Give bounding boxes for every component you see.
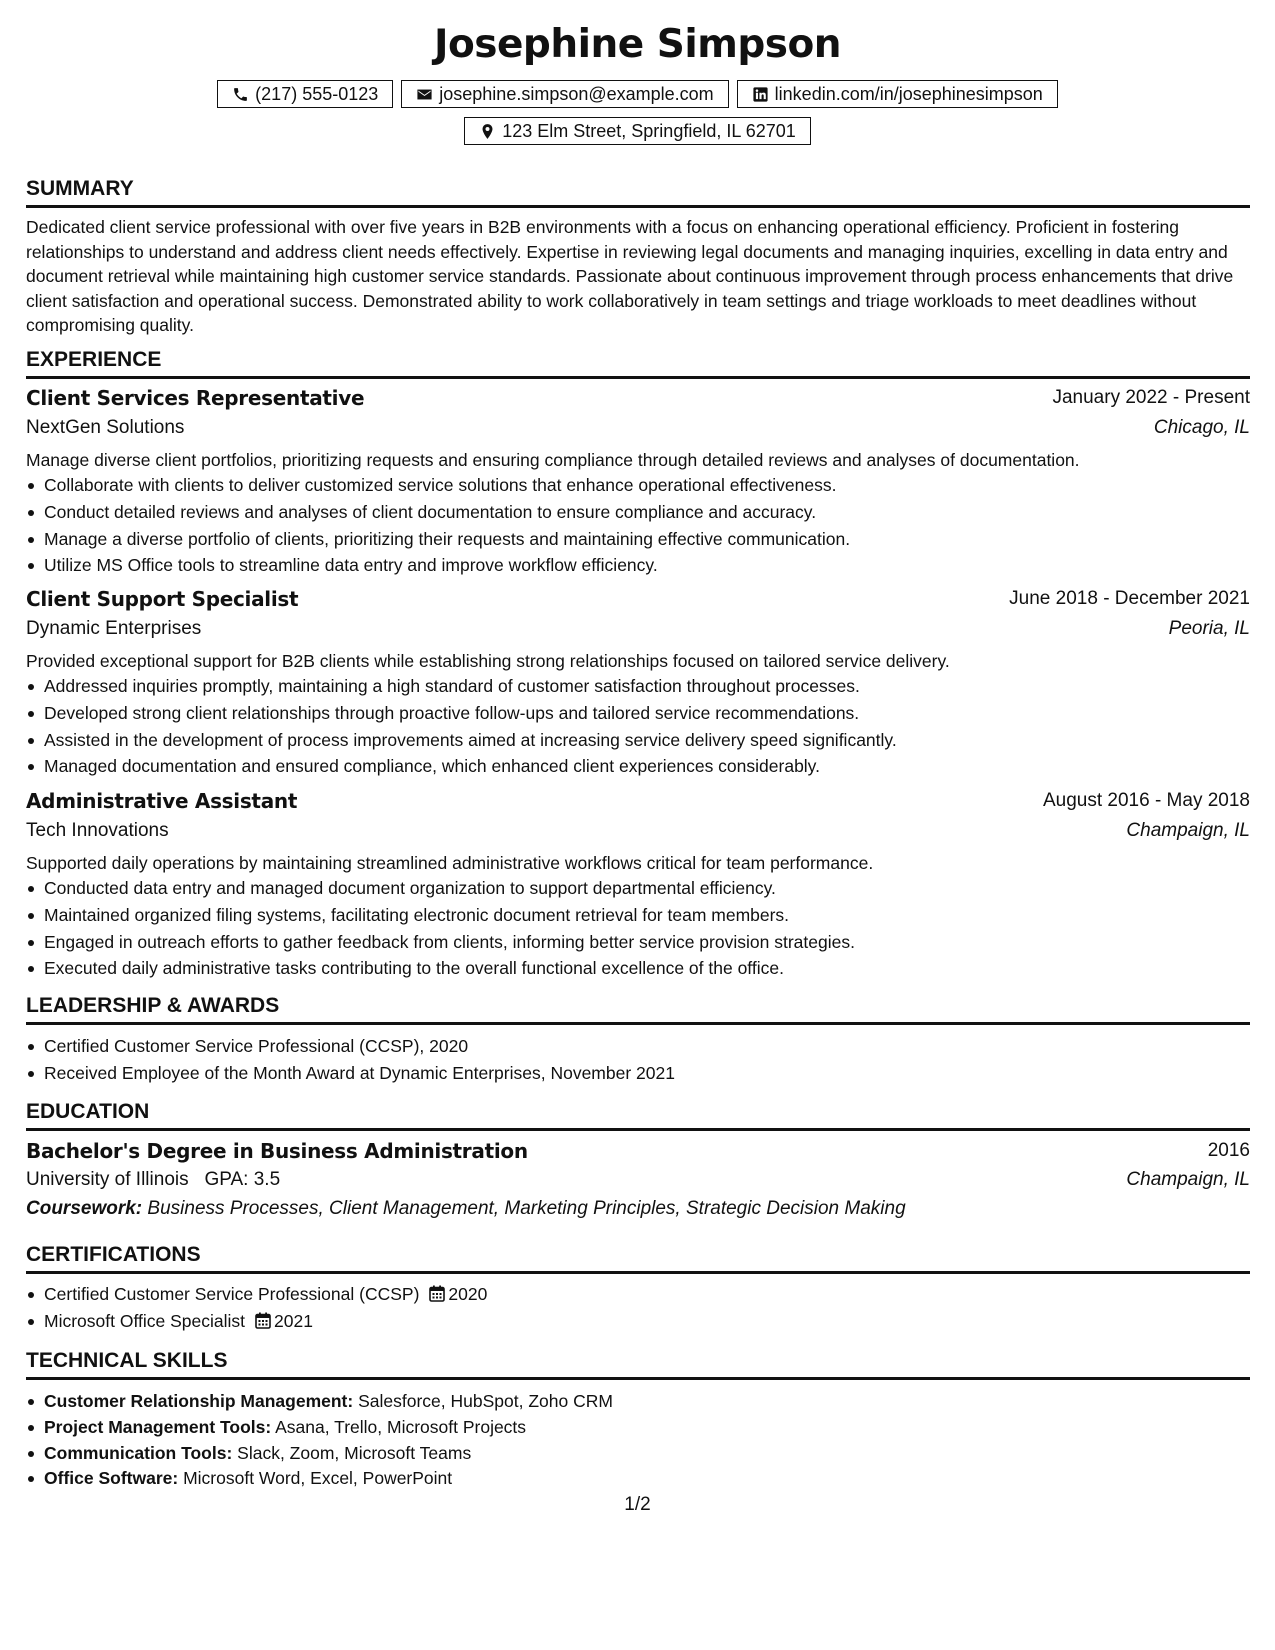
calendar-icon [429,1285,445,1302]
list-item [44,1440,1268,1467]
job-bullets [26,472,1268,579]
list-item: Engaged in outreach efforts to gather feedback from clients, informing better service provision strategies. [44,929,1268,956]
skill-value: Slack, Zoom, Microsoft Teams [237,1442,472,1463]
phone-text: (217) 555-0123 [255,83,379,104]
job-title: Client Support Specialist [26,587,299,611]
address-chip[interactable] [464,117,811,145]
list-item [44,1308,1268,1335]
job-description: Manage diverse client portfolios, prioritizing requests and ensuring compliance through detailed reviews and analyses of documentation. [26,450,1080,470]
job-location: Champaign, IL [1126,820,1250,841]
job-title: Client Services Representative [26,386,365,410]
list-item: Managed documentation and ensured compliance, which enhanced client experiences considerably. [44,753,1268,780]
education-heading: EDUCATION [26,1100,1250,1131]
address-text: 123 Elm Street, Springfield, IL 62701 [502,120,796,141]
job-description: Supported daily operations by maintaining streamlined administrative workflows critical for team performance. [26,853,874,873]
map-pin-icon [479,123,496,140]
job-title: Administrative Assistant [26,789,298,813]
list-item: Manage a diverse portfolio of clients, prioritizing their requests and maintaining effective communication. [44,526,1268,553]
address-row [0,117,1275,145]
school-name: University of Illinois [26,1169,189,1190]
email-text: josephine.simpson@example.com [439,83,714,104]
candidate-name: Josephine Simpson [433,22,842,67]
cert-name: Microsoft Office Specialist [44,1310,245,1331]
list-item: Collaborate with clients to deliver customized service solutions that enhance operational effectiveness. [44,472,1268,499]
email-chip[interactable] [401,80,728,108]
job-company: Tech Innovations [26,820,169,841]
list-item: Maintained organized filing systems, facilitating electronic document retrieval for team members. [44,902,1268,929]
coursework-label: Coursework: [26,1198,143,1219]
linkedin-icon [752,86,769,103]
envelope-icon [416,86,433,103]
job-date: August 2016 - May 2018 [1042,790,1250,811]
job-description: Provided exceptional support for B2B clients while establishing strong relationships focused on tailored service delivery. [26,651,950,671]
gpa: GPA: 3.5 [204,1169,281,1190]
cert-name: Certified Customer Service Professional (CCSP) [44,1284,420,1304]
phone-icon [232,86,249,103]
list-item: Executed daily administrative tasks contributing to the overall functional excellence of the office. [44,955,1268,982]
list-item: Conducted data entry and managed document organization to support departmental efficiency. [44,875,1268,902]
list-item: Assisted in the development of process improvements aimed at increasing service delivery speed significantly. [44,727,1268,754]
graduation-year: 2016 [1207,1140,1250,1161]
job-company: NextGen Solutions [26,417,185,438]
leadership-heading: LEADERSHIP & AWARDS [26,994,1250,1025]
leadership-list [26,1033,1268,1087]
job-bullets [26,875,1268,982]
calendar-icon [255,1312,271,1329]
list-item: Developed strong client relationships through proactive follow-ups and tailored service recommendations. [44,700,1268,727]
list-item: Addressed inquiries promptly, maintaining a high standard of customer satisfaction throughout processes. [44,673,1268,700]
school-line [26,1169,280,1191]
skill-label: Office Software: [44,1468,179,1489]
list-item [44,1414,1268,1441]
experience-heading: EXPERIENCE [26,348,1250,379]
page-number: 1/2 [624,1494,651,1515]
cert-year: 2020 [448,1284,488,1304]
list-item [44,1465,1268,1492]
skill-label: Customer Relationship Management: [44,1391,354,1411]
skill-label: Project Management Tools: [44,1416,272,1437]
contact-row [0,80,1275,108]
skill-value: Asana, Trello, Microsoft Projects [275,1416,527,1437]
coursework-text: Business Processes, Client Management, Marketing Principles, Strategic Decision Making [147,1198,906,1219]
skill-value: Microsoft Word, Excel, PowerPoint [183,1468,453,1489]
list-item: Certified Customer Service Professional (CCSP), 2020 [44,1033,1268,1060]
skills-list [26,1388,1268,1492]
list-item: Received Employee of the Month Award at Dynamic Enterprises, November 2021 [44,1060,1268,1087]
degree-title: Bachelor's Degree in Business Administration [26,1139,528,1163]
linkedin-text: linkedin.com/in/josephinesimpson [774,83,1043,104]
summary-heading: SUMMARY [26,177,1250,208]
certifications-list [26,1281,1268,1335]
linkedin-chip[interactable] [737,80,1058,108]
skills-heading: TECHNICAL SKILLS [26,1349,1250,1380]
coursework-line [26,1198,906,1220]
list-item [44,1388,1268,1415]
job-location: Chicago, IL [1153,417,1250,438]
skill-value: Salesforce, HubSpot, Zoho CRM [358,1391,613,1411]
certifications-heading: CERTIFICATIONS [26,1243,1250,1274]
job-company: Dynamic Enterprises [26,618,202,639]
job-date: June 2018 - December 2021 [1009,588,1250,609]
job-location: Peoria, IL [1168,618,1250,639]
job-date: January 2022 - Present [1052,387,1250,408]
job-bullets [26,673,1268,780]
phone-chip[interactable] [217,80,393,108]
list-item [44,1281,1268,1308]
school-location: Champaign, IL [1126,1169,1250,1190]
list-item: Conduct detailed reviews and analyses of client documentation to ensure compliance and accuracy. [44,499,1268,526]
cert-year: 2021 [274,1310,313,1331]
list-item: Utilize MS Office tools to streamline data entry and improve workflow efficiency. [44,552,1268,579]
skill-label: Communication Tools: [44,1442,233,1463]
summary-text: Dedicated client service professional with over five years in B2B environments with a focus on enhancing operational efficiency. Proficient in fostering relationships to understand and address client needs effectively. Expertise in reviewing legal documents and managing inquiries, excelling in data entry and document retrieval while maintaining high customer service standards. Passionate about continuous improvement through process enhancements that drive client satisfaction and operational success. Demonstrated ability to work collaboratively in team settings and triage workloads to meet deadlines without compromising quality. [26,217,1234,336]
